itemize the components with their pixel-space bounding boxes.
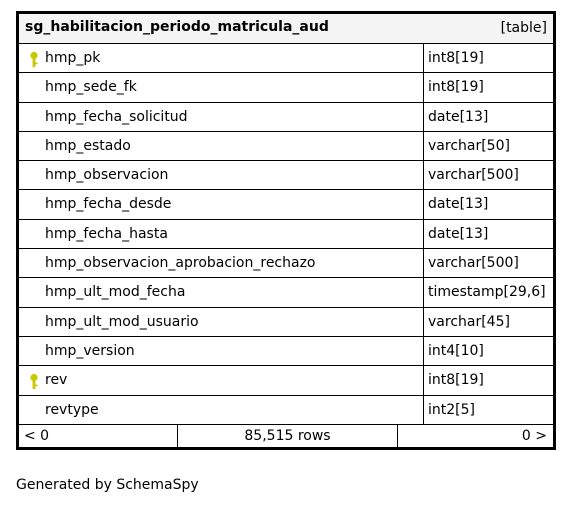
column-name-cell: [19, 161, 424, 189]
column-row[interactable]: [19, 366, 553, 395]
column-type: varchar[500]: [428, 255, 519, 272]
column-name-cell: [19, 190, 424, 218]
column-name-cell: [19, 278, 424, 306]
column-type: int8[19]: [428, 79, 484, 96]
column-type: varchar[500]: [428, 167, 519, 184]
entity-header: [19, 14, 553, 44]
parents-count[interactable]: [19, 425, 178, 447]
column-type-cell: [424, 366, 553, 394]
column-type: int4[10]: [428, 342, 484, 359]
column-type-cell: [424, 337, 553, 365]
column-list: [19, 44, 553, 425]
column-type-cell: [424, 73, 553, 101]
column-type-cell: [424, 220, 553, 248]
entity-footer: [19, 425, 553, 447]
column-name-cell: [19, 220, 424, 248]
column-name: hmp_observacion_aprobacion_rechazo: [45, 255, 316, 272]
parents-count-label: < 0: [24, 427, 50, 444]
key-icon: [28, 51, 40, 68]
entity-table: [16, 11, 556, 450]
column-name-cell: [19, 366, 424, 394]
column-type-cell: [424, 396, 553, 424]
column-name: hmp_version: [45, 342, 135, 359]
table-name: sg_habilitacion_periodo_matricula_aud: [25, 19, 329, 35]
column-type: int8[19]: [428, 50, 484, 66]
column-name: hmp_sede_fk: [45, 79, 137, 96]
column-name: rev: [45, 372, 68, 389]
generated-by-text: Generated by SchemaSpy: [16, 477, 199, 493]
column-type: int8[19]: [428, 372, 484, 389]
column-name-cell: [19, 73, 424, 101]
column-type: int2[5]: [428, 401, 475, 418]
table-kind-label: [table]: [500, 20, 547, 36]
column-name: hmp_ult_mod_usuario: [45, 313, 199, 330]
column-name: hmp_ult_mod_fecha: [45, 284, 186, 301]
column-row[interactable]: [19, 161, 553, 190]
column-name: hmp_pk: [45, 50, 101, 66]
column-type-cell: [424, 278, 553, 306]
children-count[interactable]: [398, 425, 553, 447]
column-name: revtype: [45, 401, 99, 418]
column-name-cell: [19, 103, 424, 131]
column-type: varchar[50]: [428, 137, 510, 154]
column-type: date[13]: [428, 225, 489, 242]
column-type-cell: [424, 161, 553, 189]
column-row[interactable]: [19, 337, 553, 366]
column-name-cell: [19, 308, 424, 336]
column-type-cell: [424, 190, 553, 218]
column-name-cell: [19, 337, 424, 365]
column-type: date[13]: [428, 196, 489, 213]
column-row[interactable]: [19, 396, 553, 425]
column-name: hmp_fecha_desde: [45, 196, 172, 213]
column-row[interactable]: [19, 132, 553, 161]
column-type-cell: [424, 308, 553, 336]
children-count-label: 0 >: [521, 427, 547, 444]
column-row[interactable]: [19, 103, 553, 132]
column-name-cell: [19, 396, 424, 424]
column-type-cell: [424, 132, 553, 160]
column-name-cell: [19, 249, 424, 277]
column-row[interactable]: [19, 249, 553, 278]
column-type-cell: [424, 249, 553, 277]
column-type: date[13]: [428, 108, 489, 125]
column-row[interactable]: [19, 44, 553, 73]
column-name: hmp_fecha_hasta: [45, 225, 168, 242]
column-name: hmp_observacion: [45, 167, 169, 184]
column-row[interactable]: [19, 190, 553, 219]
column-name-cell: [19, 132, 424, 160]
column-type-cell: [424, 103, 553, 131]
column-type-cell: [424, 44, 553, 72]
column-row[interactable]: [19, 278, 553, 307]
column-row[interactable]: [19, 73, 553, 102]
column-type: timestamp[29,6]: [428, 284, 546, 301]
key-icon: [28, 373, 40, 390]
column-row[interactable]: [19, 220, 553, 249]
row-count-label: 85,515 rows: [244, 427, 331, 444]
column-type: varchar[45]: [428, 313, 510, 330]
column-name: hmp_estado: [45, 137, 131, 154]
row-count: [178, 425, 398, 447]
column-name: hmp_fecha_solicitud: [45, 108, 188, 125]
column-row[interactable]: [19, 308, 553, 337]
column-name-cell: [19, 44, 424, 72]
